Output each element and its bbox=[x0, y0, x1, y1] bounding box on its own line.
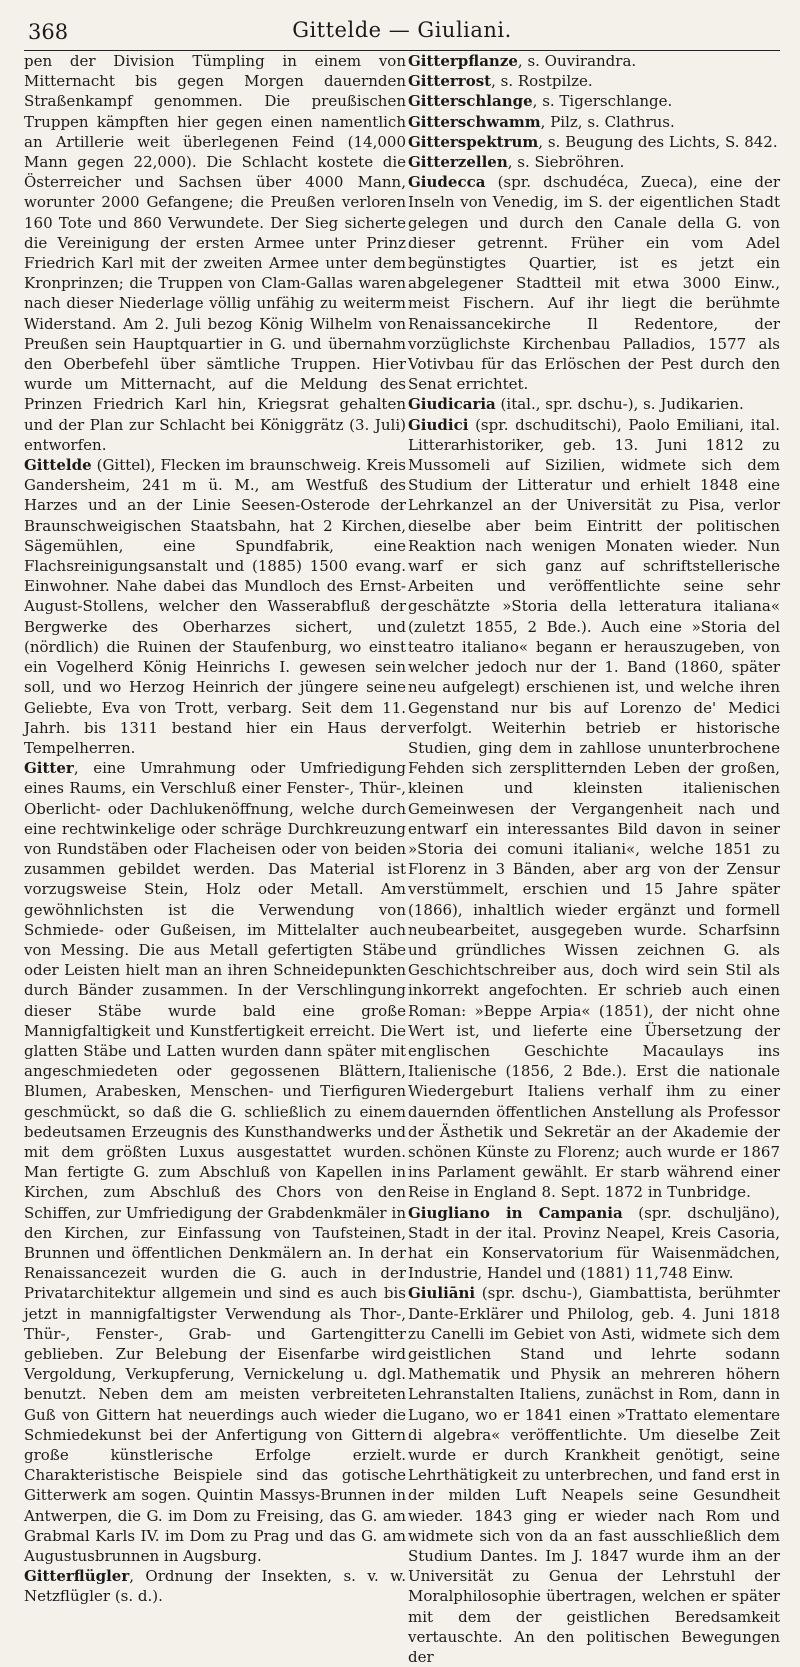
entry-gittelde bbox=[24, 455, 406, 758]
entry-term: Gitterrost bbox=[408, 72, 492, 91]
entry-term: Gitterschlange bbox=[408, 92, 533, 111]
entry-gitterzellen bbox=[408, 152, 780, 172]
entry-giugliano bbox=[408, 1203, 780, 1284]
page-number: 368 bbox=[28, 20, 69, 44]
entry-continuation: pen der Division Tümpling in einem von Mitternacht bis gegen Morgen dauernden Straßenkampf genommen. Die preußischen Truppen kämpften hier gegen einen namentlich an Artillerie weit überlegenen Feind (14,000 Mann gegen 22,000). Die Schlacht kostete die Österreicher und Sachsen über 4000 Mann, worunter 2000 Gefangene; die Preußen verloren 160 Tote und 860 Verwundete. Der Sieg sicherte die Vereinigung der ersten Armee unter Prinz Friedrich Karl mit der zweiten Armee unter dem Kronprinzen; die Truppen von Clam-Gallas waren nach dieser Niederlage völlig unfähig zu weiterm Widerstand. Am 2. Juli bezog König Wilhelm von Preußen sein Hauptquartier in G. und übernahm den Oberbefehl über sämtliche Truppen. Hier wurde um Mitternacht, auf die Meldung des Prinzen Friedrich Karl hin, Kriegsrat gehalten und der Plan zur Schlacht bei Königgrätz (3. Juli) entworfen. bbox=[24, 52, 406, 454]
entry-text: (spr. dschudéca, Zueca), eine der Inseln von Venedig, im S. der eigentlichen Stadt gelegen und durch den Canale della G. von dieser getrennt. Früher ein vom Adel begünstigtes Quartier, ist es jetzt ein abgelegener Stadtteil mit etwa 3000 Einw., meist Fischern. Auf ihr liegt die berühmte Renaissancekirche Il Redentore, der vorzüglichste Kirchenbau Palladios, 1577 als Votivbau für das Erlöschen der Pest durch den Senat errichtet. bbox=[408, 173, 780, 394]
entry-gitterschlange bbox=[408, 91, 780, 111]
entry-term: Giudici bbox=[408, 415, 469, 434]
entry-term: Giudicaria bbox=[408, 395, 496, 414]
entry-term: Giudecca bbox=[408, 173, 486, 192]
entry-text: (spr. dschu-), Giambattista, berühmter Dante-Erklärer und Philolog, geb. 4. Juni 1818 zu Canelli im Gebiet von Asti, widmete sich dem geistlichen Stand und lehrte sodann Mathematik und Physik an mehreren höhern Lehranstalten Italiens, zunächst in Rom, dann in Lugano, wo er 1841 einen »Trattato elementare di algebra« veröffentlichte. Um dieselbe Zeit wurde er durch Krankheit genötigt, seine Lehrthätigkeit zu unterbrechen, und fand erst in der milden Luft Neapels seine Gesundheit wieder. 1843 ging er wieder nach Rom und widmete sich von da an fast ausschließlich dem Studium Dantes. Im J. 1847 wurde ihm an der Universität zu Genua der Lehrstuhl der Moralphilosophie übertragen, welchen er später mit dem der geistlichen Beredsamkeit vertauschte. An den politischen Bewegungen der bbox=[408, 1284, 780, 1667]
entry-term: Gittelde bbox=[24, 456, 92, 475]
entry-gitter bbox=[24, 758, 406, 1566]
entry-gitterrost bbox=[408, 71, 780, 91]
entry-text: (spr. dschuljäno), Stadt in der ital. Provinz Neapel, Kreis Casoria, hat ein Konservatorium für Waisenmädchen, Industrie, Handel und (1881) 11,748 Einw. bbox=[408, 1203, 780, 1283]
text-columns bbox=[24, 51, 780, 1667]
entry-text: , Ordnung der Insekten, s. v. w. Netzflügler (s. d.). bbox=[24, 1567, 406, 1606]
entry-giudici bbox=[408, 415, 780, 1203]
entry-term: Giuliāni bbox=[408, 1284, 476, 1303]
entry-term: Gitter bbox=[24, 759, 74, 778]
entry-term: Gitterschwamm bbox=[408, 112, 541, 131]
entry-text: (spr. dschuditschi), Paolo Emiliani, ital. Litterarhistoriker, geb. 13. Juni 1812 zu Mussomeli auf Sizilien, widmete sich dem Studium der Litteratur und erhielt 1848 eine Lehrkanzel an der Universität zu Pisa, verlor dieselbe aber beim Eintritt der politischen Reaktion nach wenigen Monaten wieder. Nun warf er sich ganz auf schriftstellerische Arbeiten und veröffentlichte seine sehr geschätzte »Storia della letteratura italiana« (zuletzt 1855, 2 Bde.). Auch eine »Storia del teatro italiano« begann er herauszugeben, von welcher jedoch nur der 1. Band (1860, später neu aufgelegt) erschienen ist, und welche ihren Gegenstand nur bis auf Lorenzo de' Medici verfolgt. Weiterhin betrieb er historische Studien, ging dem in zahllose ununterbrochene Fehden sich zersplitternden Leben der großen, kleinen und kleinsten italienischen Gemeinwesen der Vergangenheit nach und entwarf ein interessantes Bild davon in seiner »Storia dei comuni italiani«, welche 1851 zu Florenz in 3 Bänden, aber arg von der Zensur verstümmelt, erschien und 15 Jahre später (1866), inhaltlich wieder ergänzt und formell neubearbeitet, ausgegeben wurde. Scharfsinn und gründliches Wissen zeichnen G. als Geschichtschreiber aus, doch wird sein Stil als inkorrekt angefochten. Er schrieb auch einen Roman: »Beppe Arpia« (1851), der nicht ohne Wert ist, und lieferte eine Übersetzung der englischen Geschichte Macaulays ins Italienische (1856, 2 Bde.). Erst die nationale Wiedergeburt Italiens verhalf ihm zu einer dauernden öffentlichen Anstellung als Professor der Ästhetik und Sekretär an der Akademie der schönen Künste zu Florenz; auch wurde er 1867 ins Parlament gewählt. Er starb während einer Reise in England 8. Sept. 1872 in Tunbridge. bbox=[408, 415, 780, 1202]
entry-giudicaria bbox=[408, 394, 780, 414]
entry-text: , Pilz, s. Clathrus. bbox=[540, 112, 675, 131]
entry-text: , s. Siebröhren. bbox=[507, 153, 625, 172]
entry-term: Gitterflügler bbox=[24, 1567, 130, 1586]
entry-giudecca bbox=[408, 172, 780, 394]
entry-text: , s. Beugung des Lichts, S. 842. bbox=[538, 132, 778, 151]
entry-text: (Gittel), Flecken im braunschweig. Kreis Gandersheim, 241 m ü. M., am Westfuß des Harzes und an der Linie Seesen-Osterode der Braunschweigischen Staatsbahn, hat 2 Kirchen, Sägemühlen, eine Spundfabrik, eine Flachsreinigungsanstalt und (1885) 1500 evang. Einwohner. Nahe dabei das Mundloch des Ernst-August-Stollens, welcher den Wasserabfluß der Bergwerke des Oberharzes sichert, und (nördlich) die Ruinen der Staufenburg, wo einst ein Vogelherd König Heinrichs I. gewesen sein soll, und wo Herzog Heinrich der jüngere seine Geliebte, Eva von Trott, verbarg. Seit dem 11. Jahrh. bis 1311 bestand hier ein Haus der Tempelherren. bbox=[24, 456, 406, 757]
entry-gitterschwamm bbox=[408, 112, 780, 132]
entry-giuliani bbox=[408, 1283, 780, 1667]
entry-gitterpflanze bbox=[408, 51, 780, 71]
entry-text: , s. Tigerschlange. bbox=[532, 92, 673, 111]
entry-term: Gitterpflanze bbox=[408, 52, 518, 70]
running-title: Gittelde — Giuliani. bbox=[292, 18, 512, 42]
page-header bbox=[24, 10, 780, 51]
entry-gitterspektrum bbox=[408, 132, 780, 152]
entry-term: Gitterspektrum bbox=[408, 132, 539, 151]
entry-term: Gitterzellen bbox=[408, 153, 508, 172]
right-column bbox=[408, 51, 780, 1667]
entry-text: , s. Ouvirandra. bbox=[517, 52, 637, 70]
entry-text: , s. Rostpilze. bbox=[491, 72, 593, 91]
left-column bbox=[24, 51, 406, 1667]
entry-term: Giugliano in Campania bbox=[408, 1203, 623, 1222]
entry-text: , eine Umrahmung oder Umfriedigung eines Raums, ein Verschluß einer Fenster-, Thür-, Oberlicht- oder Dachlukenöffnung, welche durch eine rechtwinkelige oder schräge Durchkreuzung von Rundstäben oder Flacheisen oder von beiden zusammen gebildet werden. Das Material ist vorzugsweise Stein, Holz oder Metall. Am gewöhnlichsten ist die Verwendung von Schmiede- oder Gußeisen, im Mittelalter auch von Messing. Die aus Metall gefertigten Stäbe oder Leisten hielt man an ihren Schneidepunkten durch Bänder zusammen. In der Verschlingung dieser Stäbe wurde bald eine große Mannigfaltigkeit und Kunstfertigkeit erreicht. Die glatten Stäbe und Latten wurden dann später mit angeschmiedeten oder gegossenen Blättern, Blumen, Arabesken, Menschen- und Tierfiguren geschmückt, so daß die G. schließlich zu einem bedeutsamen Erzeugnis des Kunsthandwerks und mit dem größten Luxus ausgestattet wurden. Man fertigte G. zum Abschluß von Kapellen in Kirchen, zum Abschluß des Chors von den Schiffen, zur Umfriedigung der Grabdenkmäler in den Kirchen, zur Einfassung von Taufsteinen, Brunnen und öffentlichen Denkmälern an. In der Renaissancezeit wurden die G. auch in der Privatarchitektur allgemein und sind es auch bis jetzt in mannigfaltigster Verwendung als Thor-, Thür-, Fenster-, Grab- und Gartengitter geblieben. Zur Belebung der Eisenfarbe wird Vergoldung, Verkupferung, Vernickelung u. dgl. benutzt. Neben dem am meisten verbreiteten Guß von Gittern hat neuerdings auch wieder die Schmiedekunst bei der Anfertigung von Gittern große künstlerische Erfolge erzielt. Charakteristische Beispiele sind das gotische Gitterwerk am sogen. Quintin Massys-Brunnen in Antwerpen, die G. im Dom zu Freising, das G. am Grabmal Karls IV. im Dom zu Prag und das G. am Augustusbrunnen in Augsburg. bbox=[24, 759, 406, 1566]
entry-gitterfluegler bbox=[24, 1566, 406, 1606]
entry-text: (ital., spr. dschu-), s. Judikarien. bbox=[495, 395, 744, 414]
